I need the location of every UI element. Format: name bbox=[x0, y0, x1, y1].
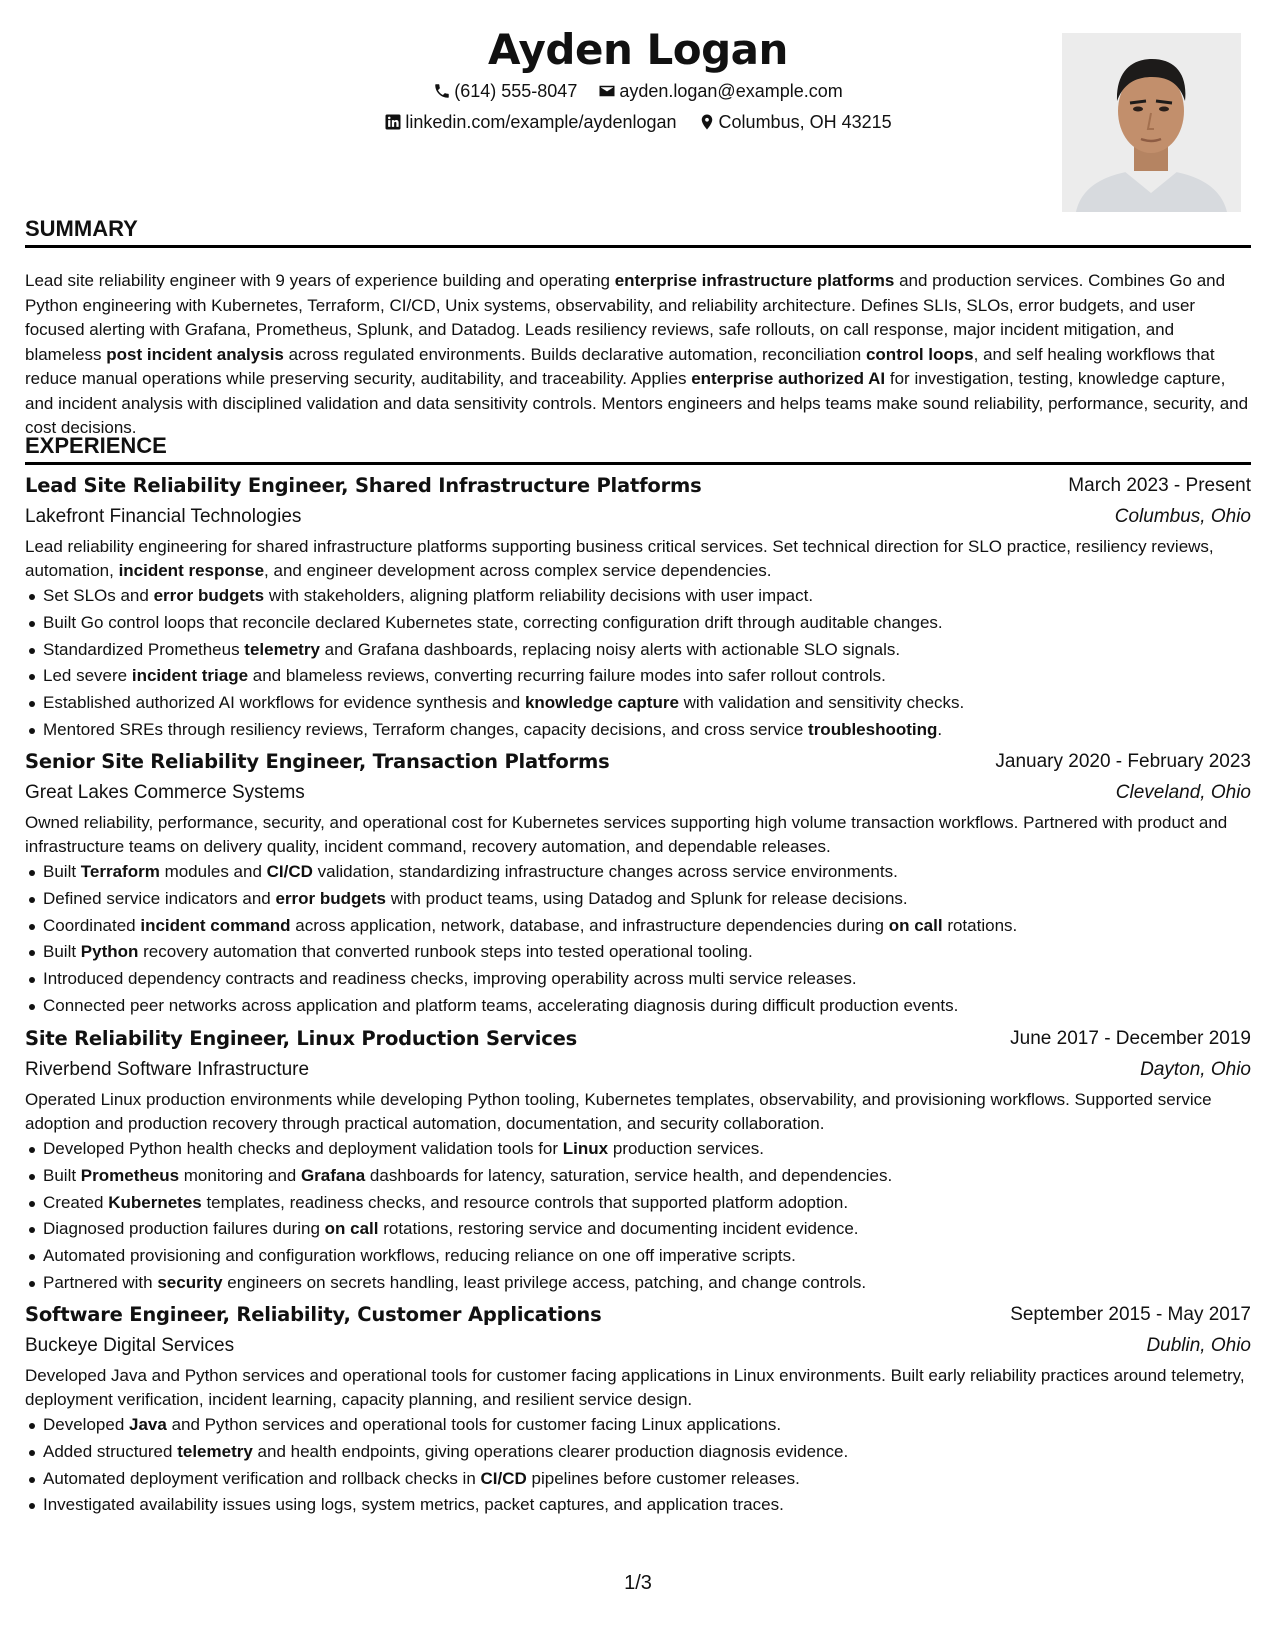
text-run: with product teams, using Datadog and Splunk for release decisions. bbox=[386, 888, 908, 908]
text-run: Lead reliability engineering for shared infrastructure platforms supporting business critical services. Set technical direction for SLO practice, resiliency reviews, automation, bbox=[25, 537, 1214, 580]
bold-keyword: Kubernetes bbox=[108, 1192, 202, 1212]
summary-text bbox=[25, 269, 1251, 441]
text-run: Developed Java and Python services and operational tools for customer facing applications in Linux environments. Built early reliability practices around telemetry, deployment verification, incident learning, capacity planning, and resilient service design. bbox=[25, 1366, 1245, 1409]
resume-page bbox=[25, 0, 1251, 1650]
job-entry bbox=[25, 472, 1251, 744]
bold-keyword: Terraform bbox=[80, 862, 160, 881]
list-item bbox=[25, 663, 1251, 690]
text-run: with stakeholders, aligning platform reliability decisions with user impact. bbox=[264, 586, 814, 605]
bold-keyword: telemetry bbox=[244, 639, 320, 659]
text-run: and health endpoints, giving operations clearer production diagnosis evidence. bbox=[252, 1441, 849, 1461]
list-item bbox=[25, 1136, 1251, 1163]
job-bullets bbox=[25, 1412, 1251, 1519]
phone-icon bbox=[433, 82, 451, 100]
text-run: Owned reliability, performance, security, and operational cost for Kubernetes services supporting high volume transaction workflows. Partnered with product and infrastructure teams on delivery quality, incident command, recovery automation, and dependable releases. bbox=[25, 813, 1228, 856]
list-item bbox=[25, 939, 1251, 966]
job-location: Dublin, Ohio bbox=[1146, 1335, 1251, 1356]
text-run: , and self healing workflows that reduce manual operations while preserving security, auditability, and traceability. Applies bbox=[25, 344, 1215, 388]
list-item bbox=[25, 1412, 1251, 1439]
list-item bbox=[25, 859, 1251, 886]
bold-keyword: enterprise authorized AI bbox=[691, 369, 886, 388]
job-title: Site Reliability Engineer, Linux Production Services bbox=[25, 1027, 578, 1050]
text-run: Connected peer networks across application and platform teams, accelerating diagnosis during difficult production events. bbox=[43, 995, 959, 1015]
profile-photo bbox=[1062, 33, 1241, 212]
text-run: for investigation, testing, knowledge capture, and incident analysis with disciplined validation and data sensitivity controls. Mentors engineers and helps teams make sound reliability, performance, security, and cost decisions. bbox=[25, 369, 1249, 437]
job-header bbox=[25, 472, 1251, 503]
text-run: Automated deployment verification and rollback checks in bbox=[43, 1468, 481, 1488]
job-subheader bbox=[25, 503, 1251, 535]
job-location: Cleveland, Ohio bbox=[1115, 782, 1251, 803]
text-run: Mentored SREs through resiliency reviews, Terraform changes, capacity decisions, and cross service bbox=[43, 719, 809, 739]
text-run: rotations. bbox=[942, 915, 1018, 935]
company-name: Great Lakes Commerce Systems bbox=[25, 782, 305, 803]
text-run: Operated Linux production environments while developing Python tooling, Kubernetes templates, observability, and provisioning workflows. Supported service adoption and production recovery through practical automation, documentation, and security collaboration. bbox=[25, 1090, 1212, 1133]
contact-phone bbox=[433, 79, 577, 103]
text-run: engineers on secrets handling, least privilege access, patching, and change controls. bbox=[222, 1272, 867, 1292]
text-run: templates, readiness checks, and resource controls that supported platform adoption. bbox=[201, 1192, 849, 1212]
job-title: Software Engineer, Reliability, Customer Applications bbox=[25, 1303, 602, 1326]
job-entry bbox=[25, 1025, 1251, 1297]
list-item bbox=[25, 637, 1251, 664]
job-dates: January 2020 - February 2023 bbox=[995, 751, 1251, 772]
experience-divider bbox=[25, 462, 1251, 465]
summary-divider bbox=[25, 245, 1251, 248]
job-location: Columbus, Ohio bbox=[1114, 506, 1251, 527]
bold-keyword: on call bbox=[888, 915, 943, 935]
job-header bbox=[25, 1025, 1251, 1056]
job-entry bbox=[25, 1301, 1251, 1519]
text-run: validation, standardizing infrastructure changes across service environments. bbox=[312, 862, 898, 881]
list-item bbox=[25, 1163, 1251, 1190]
job-bullets bbox=[25, 583, 1251, 744]
list-item bbox=[25, 583, 1251, 610]
job-description bbox=[25, 811, 1251, 859]
text-run: Standardized Prometheus bbox=[43, 639, 245, 659]
job-header bbox=[25, 748, 1251, 779]
job-bullets bbox=[25, 1136, 1251, 1297]
text-run: dashboards for latency, saturation, service health, and dependencies. bbox=[365, 1165, 893, 1185]
linkedin-icon bbox=[384, 113, 402, 131]
job-location: Dayton, Ohio bbox=[1140, 1059, 1251, 1080]
list-item bbox=[25, 1216, 1251, 1243]
text-run: Led severe bbox=[43, 666, 132, 686]
linkedin-url[interactable]: linkedin.com/example/aydenlogan bbox=[405, 112, 677, 132]
job-description bbox=[25, 1364, 1251, 1412]
bold-keyword: post incident analysis bbox=[106, 344, 284, 364]
list-item bbox=[25, 1243, 1251, 1270]
bold-keyword: incident command bbox=[140, 915, 291, 935]
text-run: Coordinated bbox=[43, 915, 141, 935]
email-address[interactable]: ayden.logan@example.com bbox=[619, 81, 843, 101]
text-run: , and engineer development across complex service dependencies. bbox=[264, 561, 772, 580]
portrait-image bbox=[1062, 33, 1241, 212]
bold-keyword: security bbox=[157, 1272, 223, 1292]
resume-header bbox=[25, 0, 1251, 200]
text-run: Defined service indicators and bbox=[43, 888, 276, 908]
text-run: and Grafana dashboards, replacing noisy alerts with actionable SLO signals. bbox=[319, 639, 901, 659]
job-description bbox=[25, 1088, 1251, 1136]
bold-keyword: incident response bbox=[118, 561, 265, 580]
job-dates: June 2017 - December 2019 bbox=[1010, 1028, 1251, 1049]
text-run: Set SLOs and bbox=[43, 586, 154, 605]
company-name: Buckeye Digital Services bbox=[25, 1335, 235, 1356]
bold-keyword: Linux bbox=[562, 1139, 609, 1158]
text-run: Partnered with bbox=[43, 1272, 158, 1292]
bold-keyword: knowledge capture bbox=[524, 693, 679, 713]
bold-keyword: incident triage bbox=[131, 666, 249, 686]
job-dates: September 2015 - May 2017 bbox=[1010, 1304, 1251, 1325]
list-item bbox=[25, 1492, 1251, 1519]
contact-email[interactable] bbox=[598, 79, 842, 103]
text-run: Investigated availability issues using logs, system metrics, packet captures, and application traces. bbox=[43, 1495, 784, 1515]
list-item bbox=[25, 966, 1251, 993]
bold-keyword: enterprise infrastructure platforms bbox=[614, 271, 895, 290]
list-item bbox=[25, 1439, 1251, 1466]
job-title: Senior Site Reliability Engineer, Transaction Platforms bbox=[25, 750, 610, 773]
job-subheader bbox=[25, 779, 1251, 811]
text-run: Established authorized AI workflows for evidence synthesis and bbox=[43, 693, 525, 713]
job-bullets bbox=[25, 859, 1251, 1020]
text-run: Added structured bbox=[43, 1441, 178, 1461]
candidate-name: Ayden Logan bbox=[488, 25, 788, 74]
contact-location bbox=[698, 110, 892, 134]
list-item bbox=[25, 610, 1251, 637]
text-run: Introduced dependency contracts and readiness checks, improving operability across multi service releases. bbox=[43, 969, 857, 989]
bold-keyword: on call bbox=[324, 1219, 379, 1239]
text-run: modules and bbox=[159, 862, 267, 881]
summary-heading: SUMMARY bbox=[25, 216, 138, 241]
bold-keyword: error budgets bbox=[153, 586, 265, 605]
company-name: Riverbend Software Infrastructure bbox=[25, 1059, 310, 1080]
list-item bbox=[25, 886, 1251, 913]
list-item bbox=[25, 913, 1251, 940]
bold-keyword: control loops bbox=[865, 344, 974, 364]
text-run: Diagnosed production failures during bbox=[43, 1219, 325, 1239]
text-run: . bbox=[937, 719, 943, 739]
bold-keyword: troubleshooting bbox=[808, 719, 938, 739]
bold-keyword: error budgets bbox=[275, 888, 386, 908]
phone-number: (614) 555-8047 bbox=[454, 81, 578, 101]
text-run: Built bbox=[43, 942, 81, 962]
job-entry bbox=[25, 748, 1251, 1020]
text-run: production services. bbox=[608, 1139, 765, 1158]
list-item bbox=[25, 690, 1251, 717]
bold-keyword: Grafana bbox=[300, 1165, 366, 1185]
text-run: rotations, restoring service and documenting incident evidence. bbox=[378, 1219, 859, 1239]
text-run: recovery automation that converted runbook steps into tested operational tooling. bbox=[138, 942, 753, 962]
bold-keyword: Prometheus bbox=[80, 1165, 180, 1185]
list-item bbox=[25, 717, 1251, 744]
envelope-icon bbox=[598, 82, 616, 100]
text-run: across application, network, database, and infrastructure dependencies during bbox=[290, 915, 889, 935]
text-run: with validation and sensitivity checks. bbox=[678, 693, 965, 713]
list-item bbox=[25, 1190, 1251, 1217]
text-run: Built Go control loops that reconcile declared Kubernetes state, correcting configuration drift through auditable changes. bbox=[43, 612, 943, 632]
text-run: pipelines before customer releases. bbox=[526, 1468, 800, 1488]
map-pin-icon bbox=[698, 113, 716, 131]
text-run: Developed bbox=[43, 1415, 130, 1434]
job-description bbox=[25, 535, 1251, 583]
company-name: Lakefront Financial Technologies bbox=[25, 506, 302, 527]
job-subheader bbox=[25, 1332, 1251, 1364]
text-run: and Python services and operational tools for customer facing Linux applications. bbox=[166, 1415, 782, 1434]
bold-keyword: CI/CD bbox=[266, 862, 313, 881]
bold-keyword: CI/CD bbox=[480, 1468, 527, 1488]
job-header bbox=[25, 1301, 1251, 1332]
contact-linkedin[interactable] bbox=[384, 110, 676, 134]
job-dates: March 2023 - Present bbox=[1068, 475, 1251, 496]
location-text: Columbus, OH 43215 bbox=[718, 112, 892, 132]
list-item bbox=[25, 1270, 1251, 1297]
page-number: 1/3 bbox=[624, 1572, 652, 1594]
job-subheader bbox=[25, 1056, 1251, 1088]
text-run: monitoring and bbox=[179, 1165, 301, 1185]
text-run: and blameless reviews, converting recurring failure modes into safer rollout controls. bbox=[248, 666, 886, 686]
job-title: Lead Site Reliability Engineer, Shared Infrastructure Platforms bbox=[25, 474, 702, 497]
text-run: Created bbox=[43, 1192, 109, 1212]
text-run: Automated provisioning and configuration workflows, reducing reliance on one off imperative scripts. bbox=[43, 1246, 796, 1266]
bold-keyword: Java bbox=[129, 1415, 167, 1434]
bold-keyword: telemetry bbox=[177, 1441, 253, 1461]
text-run: across regulated environments. Builds declarative automation, reconciliation bbox=[283, 344, 866, 364]
text-run: and production services. Combines Go and Python engineering with Kubernetes, Terraform, CI/CD, Unix systems, observability, and reliability architecture. Defines SLIs, SLOs, error budgets, and user focused alerting with Grafana, Prometheus, Splunk, and Datadog. Leads resiliency reviews, safe rollouts, on call response, major incident mitigation, and blameless bbox=[25, 271, 1226, 364]
experience-heading: EXPERIENCE bbox=[25, 433, 167, 458]
summary-paragraph bbox=[25, 269, 1251, 441]
list-item bbox=[25, 1466, 1251, 1493]
text-run: Developed Python health checks and deployment validation tools for bbox=[43, 1139, 563, 1158]
text-run: Lead site reliability engineer with 9 years of experience building and operating bbox=[25, 271, 615, 290]
bold-keyword: Python bbox=[80, 942, 139, 962]
list-item bbox=[25, 993, 1251, 1020]
text-run: Built bbox=[43, 862, 81, 881]
text-run: Built bbox=[43, 1165, 81, 1185]
